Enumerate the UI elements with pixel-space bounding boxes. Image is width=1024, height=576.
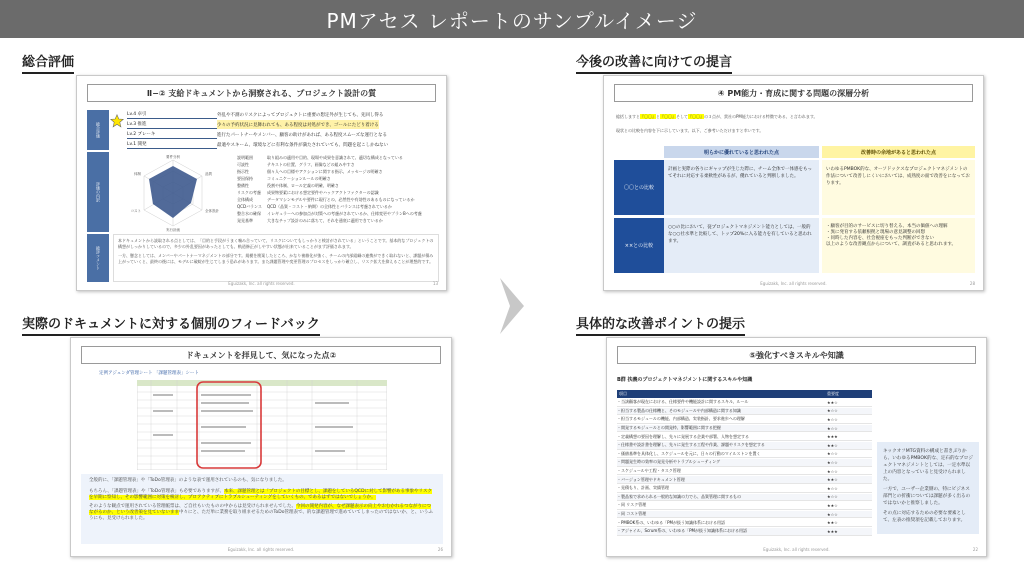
skill-row (617, 511, 872, 519)
skill-row (617, 468, 872, 476)
level-desc: 最適やスキーム、環境などに有利な条件が満たされていても、問題を起こしかねない (217, 142, 389, 148)
skill-name: ・バージョン管理やドキュメント管理 (617, 476, 685, 482)
skill-importance: ★☆☆ (827, 468, 838, 474)
skill-row (617, 416, 872, 424)
skill-importance: ★☆☆ (827, 408, 838, 414)
advice-paragraph: 一方で、ユーザー企業側の、特にビジネス部門との折衝については課題が多く出るのではないかと推察しました。 (883, 487, 971, 506)
skill-row (617, 459, 872, 467)
radar-label: 品質 (205, 172, 212, 176)
feedback-paragraph: もちろん、「課題管理表」や「ToDo管理表」も必要でありますが、本来、課題管理とは「プロジェクトの目標とし、課題をしているQCDに対して影響がある事象やリスクを早期に察知し、その影響範囲に対策を検討し、プロアクティブにトラブルシューティングをしていくもの、であるはずではないでしょうか。 (89, 489, 432, 500)
slide-proposal (603, 75, 984, 291)
evaluation-items (237, 154, 437, 230)
eval-item: 説明範囲 取り組みの適用や目的、現場や成果を意識されて、適切な構成となっている (237, 155, 403, 160)
skill-row (617, 528, 872, 536)
star-icon (110, 114, 124, 128)
skill-name: ・同 リスク管理 (617, 502, 647, 508)
slide-header: ④ PM能力・育成に関する問題の深層分析 (614, 84, 973, 102)
page-number: 28 (969, 281, 975, 286)
eval-item: 整合水の確保 イレギュラーへの参加点が対策への考慮がされているか、仕様変更やプランBへの考慮 (237, 211, 422, 216)
cell-improve-2: ・顧客が目的のサービスに切り替える、本当の価値への理解 ・異に発育する依頼根拠と現場の意見調整の回想 ・同時した内容を、社会視座をもった判断ができない 以上のような改善観点からについて、調査があると思われます。 (822, 218, 975, 273)
section-title-proposal: 今後の改善に向けての提言 (576, 55, 732, 74)
skills-table-header: 項目 重要度 (617, 390, 872, 398)
column-header-strengths: 明らかに優れていると思われた点 (664, 146, 819, 158)
skill-row (617, 451, 872, 459)
slide-header: Ⅱ−② 支給ドキュメントから洞察される、プロジェクト設計の質 (87, 84, 436, 102)
skill-importance: ★☆☆ (827, 425, 838, 431)
skill-name: ・製品家で求められる一般的な知識の力でら、品質管理に関するもの (617, 493, 741, 499)
cell-strength-1: 計画と実際の各りにギャップが生じた際に、チーム全体で一体感をもってそれに対応する柔軟性があるが、優れていると判断しました。 (664, 160, 819, 215)
radar-label: 全体設計 (205, 209, 219, 213)
skill-importance: ★☆☆ (827, 416, 838, 422)
level-desc: 外乱や不測のリスクによってプロジェクトに重要の想定外が生じても、先回し得る (217, 112, 384, 118)
label-breakdown: 評価の内訳 (87, 152, 109, 232)
skill-importance: ★★☆ (827, 399, 838, 405)
skill-name: ・同 コスト管理 (617, 511, 647, 517)
next-arrow-icon (498, 276, 526, 336)
feedback-paragraph: 全般的に、「課題管理表」や「ToDo管理表」のような表で運用されているのも、気になりました。 (89, 478, 287, 483)
skill-importance: ★☆☆ (827, 485, 838, 491)
top-banner (0, 0, 1024, 38)
eval-item: リスクの考慮 成果物要素における想定要件やハックアクトファクターの認識 (237, 190, 379, 195)
feedback-text-box (81, 474, 443, 544)
section-title-improve: 具体的な改善ポイントの提示 (576, 317, 745, 336)
skill-row (617, 485, 872, 493)
section-title-overall: 総合評価 (22, 55, 74, 74)
sheet-title: 定例アジェンダ管理シート 「課題管理表」シート (99, 371, 199, 376)
skill-name: ・アジャイル、Scrum系の、いわゆる「PMが扱う知識体系における用語 (617, 528, 747, 534)
skill-importance: ★★☆ (827, 502, 838, 508)
slide-footer: Eguizakk, Inc. all rights reserved. (763, 547, 830, 552)
comment-box (113, 234, 439, 282)
advice-paragraph: キックオフMTG資料の構成と書きぶりから、いわゆるPMBOK的な、定石的なプロジェクトマネジメントとしては、一定水準以上の内容となっていると見受けられました。 (883, 449, 973, 482)
intro-text: 総括しますと『〇〇』と『〇〇』そして『〇〇』の３点が、貴社のPM能力における特徴である、と言われます。 (616, 114, 818, 119)
skill-row (617, 433, 872, 441)
skill-importance: ★★☆ (827, 477, 838, 483)
slide-header: ⑤強化すべきスキルや知識 (617, 346, 976, 364)
radar-label: コスト (130, 209, 141, 213)
spreadsheet-thumbnail (137, 380, 387, 470)
skill-importance: ★☆☆ (827, 451, 838, 457)
level-desc: 少々の予約状況に見舞われても、ある程度は対処ができ、ゴールにたどり着ける (217, 120, 379, 129)
slide-feedback (70, 337, 452, 557)
skill-row (617, 476, 872, 484)
level-desc: 進行たパートナーやメンバー、顧客の助けがあれば、ある程度スムーズな運行となる (217, 132, 388, 138)
cell-improve-1: いわゆるPMBOK的な、オーソドックスなプロジェクトマネジメントの作法について改善しにくいにおいては、成熟度の面で改善をになっております。 (822, 160, 975, 215)
radar-label: 体制 (134, 172, 141, 176)
eval-item: 可読性 テキストの位置、グラフ、画像などの組み中すさ (237, 162, 355, 167)
skill-name: ・担当する製品の仕様機と、そのモジュールや内部構造に関する知識 (617, 407, 741, 413)
skill-row (617, 425, 872, 433)
row-label-comparison-1: 〇〇との比較 (614, 160, 664, 215)
skill-name: ・開発するモジュールとの開発枠、影響範囲に関する把握 (617, 425, 721, 431)
slide-footer: Eguizakk, Inc. all rights reserved. (227, 547, 295, 552)
section-title-feedback: 実際のドキュメントに対する個別のフィードバック (22, 317, 320, 336)
level-descriptions (217, 110, 437, 150)
eval-item: 発見基準 大きなチップ設計のみに落ちて、それを通底に適用できているか (237, 218, 383, 223)
feedback-paragraph: そのような観点で運用されている管理帳票は、ご自社もいたものの中からは見受けられませんでした。今回の開発内容が、なぜ課題表示の向上やおむかれるつながりにつながるのか、という改善策を見ていないまま中々にと、ただ単に業務を取り組ませるためのToDo管理表で、的な課題管理で進めていてしまったのではないか、と、いうふうにも、見受けられました。 (89, 504, 433, 521)
page-number: 13 (432, 281, 438, 286)
skill-importance: ★☆☆ (827, 494, 838, 500)
skill-name: ・見積もり、計画、実績管理 (617, 485, 669, 491)
skill-importance: ★☆☆ (827, 511, 838, 517)
skill-importance: ★☆☆ (827, 459, 838, 465)
advice-paragraph: その点に対応するための必要な要素として、左表の推奨項を記載しております。 (883, 511, 966, 523)
skill-row (617, 494, 872, 502)
column-header-improvements: 改善時の余地があると思われた点 (822, 146, 975, 158)
level-label: Lv.3 推進 (127, 120, 217, 129)
skill-row (617, 519, 872, 527)
label-comment: 総評コメント (87, 234, 109, 282)
skill-row (617, 408, 872, 416)
level-label: Lv.4 卓引 (127, 110, 217, 119)
skill-importance: ★★★ (827, 434, 838, 440)
level-label: Lv.1 開発 (127, 140, 217, 149)
slide-improvement-points (606, 337, 987, 557)
slide-overall-evaluation (76, 75, 447, 291)
page-number: 22 (972, 547, 978, 552)
cell-strength-2: ○○の比において、従プロジェクトマネジメント能力としては、一般的な○○社水準と比較して、トップ20%に入る能力を有していると思われます。 (664, 218, 819, 273)
skill-importance: ★★★ (827, 528, 838, 534)
intro-text-2: 現状との比較を内容を下に示しています。以下、ご参考いただけますと幸いです。 (616, 128, 764, 133)
skill-name: ・問題発生時の効率の発見分析やトラブルシューティング (617, 459, 721, 465)
skill-name: ・定義構想の要因を理解し、先々に発展する企業や部署、人物を想定する (617, 433, 749, 439)
comment-paragraph: 本ドキュメントから読取される点としては、「目的と手段がうまく噛み合っていて、リスクについてもしっかりと検討がされている」ということです。基本的なプロジェクトの構想がしっかりしているので、多少の外乱要因があったとしても、軌道修正がしやすい状態が出来ていることがまず評価されます。 (118, 238, 434, 249)
row-label-comparison-2: ××との比較 (614, 218, 664, 273)
eval-item: 全体構成 データマシンモデルや要件に現行との、必然性や有効性のあるものになっているか (237, 197, 415, 202)
skill-row (617, 399, 872, 407)
skill-importance: ★★☆ (827, 442, 838, 448)
eval-item: 要因保持 コミュニケーションルールの明確さ (237, 176, 331, 181)
banner-title: PMアセス レポートのサンプルイメージ (326, 8, 698, 33)
level-label: Lv.2 ブレーキ (127, 130, 217, 139)
skill-name: ・仕様書や設計書を理解し、先々に発生する工程や作業、課題やリスクを想定する (617, 442, 765, 448)
comment-paragraph: 一方、懸念としては、メンバーやパートナーマネジメントの部分です。規模を勘案したところ、かなり複雑化が強く、チームの内部組織の連携ができく取れないと、課題が積み上がっていくと、最終の後には、モデルに破綻が生じてしまう恐れがあります。また課題管理や変更管理のプロセスをしっかり確立し、リスク拡大を抑えることが理想的です。 (118, 253, 434, 264)
eval-item: 整備性 役割や体制、ロール定義の明確、明確さ (237, 183, 339, 188)
skill-name: ・スケジュールや工程・タスク管理 (617, 468, 681, 474)
slide-footer: Eguizakk, Inc. all rights reserved. (760, 281, 827, 286)
label-overall: 総合評価 (87, 110, 109, 150)
eval-item: 指示性 個々人への目標やアクションに関する指示、メッセージの明確さ (237, 169, 383, 174)
skill-row (617, 502, 872, 510)
skill-name: ・PMBOK系の、いわゆる「PMが扱う知識体系における用語 (617, 519, 726, 525)
slide-footer: Eguizakk, Inc. all rights reserved. (228, 281, 295, 286)
slide-header: ドキュメントを拝見して、気になった点② (81, 346, 441, 364)
radar-label: 要件分析 (166, 155, 180, 159)
skill-name: ・担当するモジュールの機能、内部構造、実装指針、要求進歩への理解 (617, 416, 745, 422)
page-number: 26 (437, 547, 443, 552)
advice-box (877, 442, 979, 534)
skill-name: ・当該顧客が現在における、仕様要件や機能設計に関するスキル、ルール (617, 399, 749, 405)
skill-row (617, 442, 872, 450)
skill-name: ・価値基準を具体化し、スケジュールを元に、日々の行動のマイルストンを置く (617, 450, 761, 456)
group-title: B群 扶義のプロジェクトマネジメントに関するスキルや知識 (617, 377, 753, 383)
radar-chart (113, 154, 233, 232)
skill-importance: ★★☆ (827, 520, 838, 526)
radar-label: 実行計画 (166, 228, 180, 232)
eval-item: QCDバランス QCD（品質・コスト・納期）の全体性とバランスは考慮されているか (237, 204, 392, 209)
